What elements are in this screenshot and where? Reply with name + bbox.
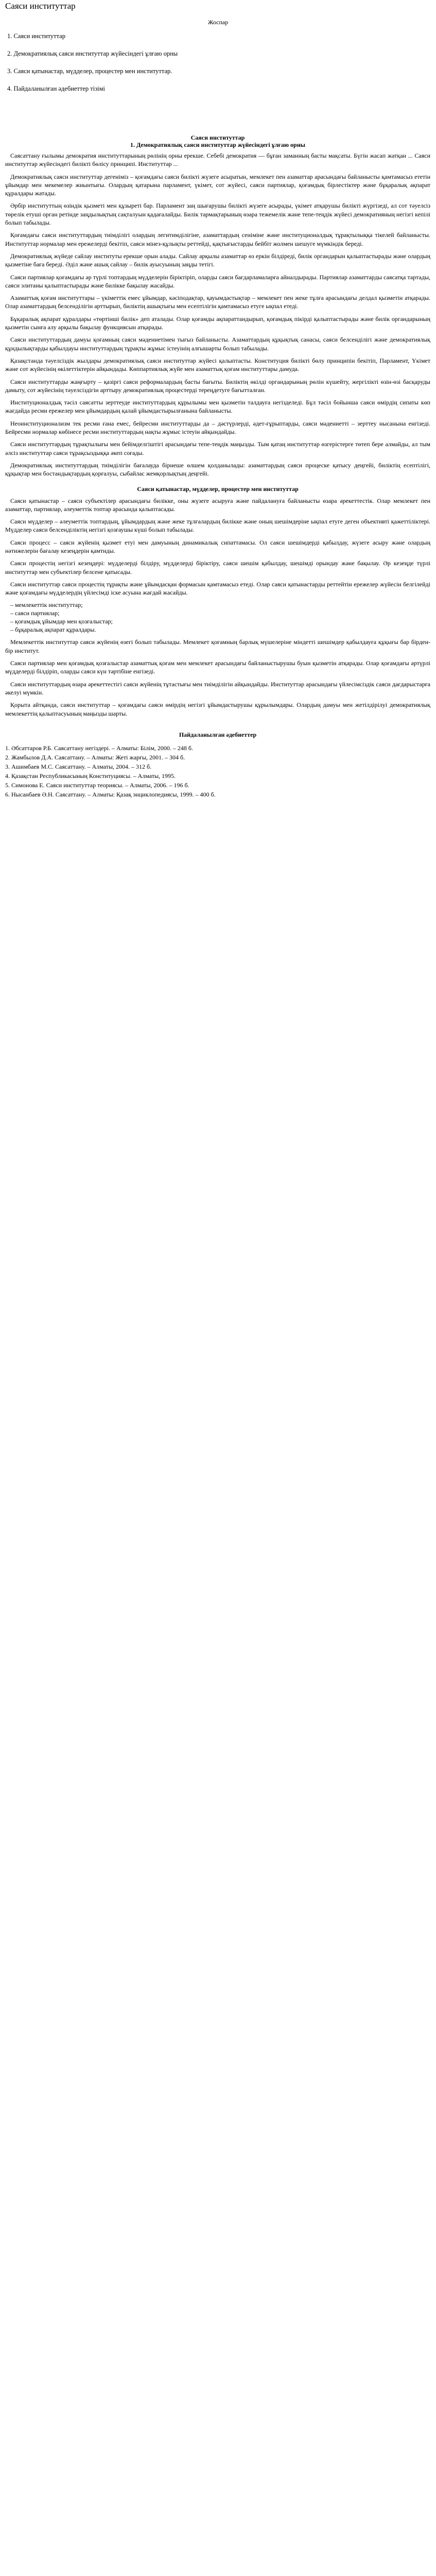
plan-heading: Жоспар	[207, 19, 229, 26]
plan-item: 3. Саяси қатынастар, мүдделер, процестер мен институттар.	[7, 67, 172, 75]
section-2-paragraphs	[5, 497, 430, 597]
paragraph: Демократиялық институттардың тиімділігін бағалауда бірнеше өлшем қолданылады: азаматтардың саяси процеске қатысу деңгейі, биліктің есептілігі, құқықтар мен бостандықтардың қорғалуы, сыбайлас жемқорлықтың деңгейі.	[5, 461, 430, 478]
paragraph: Бұқаралық ақпарат құралдары «төртінші билік» деп аталады. Олар қоғамды ақпараттандырып, қоғамдық пікірді қалыптастырады және билік органдарының қызметін сынға алу арқылы бақылау функциясын атқарады.	[5, 315, 430, 331]
reference-item: 2. Жамбылов Д.А. Саясаттану. – Алматы: Жеті жарғы, 2001. – 304 б.	[5, 753, 185, 761]
paragraph: Қорыта айтқанда, саяси институттар – қоғамдағы саяси өмірдің негізгі ұйымдастырушы құрылымдары. Олардың дамуы мен жетілдірілуі демократиялық мемлекеттің қалыптасуының маңызды шарты.	[5, 701, 430, 717]
paragraph: Әрбір институттың өзіндік қызметі мен құзыреті бар. Парламент заң шығарушы билікті жүзеге асырады, үкімет атқарушы билікті жүргізеді, ал сот тәуелсіз төрелік етуші орган ретінде заңдылықтың сақталуын қадағалайды. Билік тармақтарының өзара тежемелік және тепе-теңдік жүйесі демократияның негізгі кепілі болып табылады.	[5, 202, 430, 227]
paragraph: Саяси процесс – саяси жүйенің қызмет етуі мен дамуының динамикалық сипаттамасы. Ол саяси шешімдерді қабылдау, жүзеге асыру және олардың нәтижелерін бағалау кезеңдерін қамтиды.	[5, 538, 430, 554]
list-item: – қоғамдық ұйымдар мен қозғалыстар;	[10, 618, 113, 625]
paragraph: Қоғамдағы саяси институттардың тиімділігі олардың легитимділігіне, азаматтардың сеніміне және институционалдық тұрақтылыққа тікелей байланысты. Институттар нормалар мен ережелерді бекітіп, саяси мінез-құлықты реттейді, қақтығыстарды бейбіт жолмен шешуге мүмкіндік береді.	[5, 231, 430, 247]
plan-list	[7, 32, 429, 102]
paragraph: Саяси институттардың дамуы қоғамның саяси мәдениетімен тығыз байланысты. Азаматтардың құқықтық санасы, саяси белсенділігі және демократиялық құндылықтарды қабылдауы институттардың тұрақты жұмыс істеуінің алғышарты болып табылады.	[5, 336, 430, 352]
plan-item: 1. Саяси институттар	[7, 32, 66, 40]
paragraph: Саяси институттардың өзара әрекеттестігі саяси жүйенің тұтастығы мен тиімділігін айқындайды. Институттар арасындағы үйлесімсіздік саяси дағдарыстарға әкелуі мүмкін.	[5, 680, 430, 696]
reference-item: 1. Әбсаттаров Р.Б. Саясаттану негіздері. – Алматы: Білім, 2000. – 248 б.	[5, 744, 194, 752]
document-body	[5, 134, 430, 2576]
section-1-paragraphs	[5, 151, 430, 478]
reference-item: 4. Қазақстан Республикасының Конституциясы. – Алматы, 1995.	[5, 772, 176, 779]
section-heading: Саяси институттар	[190, 134, 245, 141]
paragraph: Саясаттану ғылымы демократия институттарының рөлінің орны ерекше. Себебі демократия — бұған заманның басты мақсаты. Бүгін жасап жатқан ... Саяси институттар жүйесіндегі билікті бөлісу принципі. Институттар ...	[5, 152, 430, 168]
paragraph: Саяси партиялар мен қоғамдық қозғалыстар азаматтық қоғам мен мемлекет арасындағы байланыстырушы буын қызметін атқарады. Олар қоғамдағы әртүрлі мүдделерді білдіріп, оларды саяси күн тәртібіне енгізеді.	[5, 659, 430, 675]
references-heading: Пайдаланылған әдебиеттер	[179, 731, 257, 738]
reference-item: 6. Нысанбаев Ә.Н. Саясаттану. – Алматы: Қазақ энциклопедиясы, 1999. – 400 б.	[5, 790, 216, 798]
paragraph: Саяси партиялар қоғамдағы әр түрлі топтардың мүдделерін біріктіріп, оларды саяси бағдарламаларға айналдырады. Партиялар азаматтарды саясатқа тартады, саяси элитаны қалыптастырады және билікке бақылау жасайды.	[5, 273, 430, 289]
section-subheading: 1. Демократиялық саяси институттар жүйесіндегі ұлғаю орны	[130, 141, 305, 148]
paragraph: Саяси институттар саяси процестің тұрақты және ұйымдасқан формасын қамтамасыз етеді. Олар саяси қатынастарды реттейтін ережелер жүйесін белгілейді және қоғамдағы мүдделердің үйлесімді іске асуына жағдай жасайды.	[5, 580, 430, 597]
list-item: – саяси партиялар;	[10, 609, 60, 617]
paragraph: Қазақстанда тәуелсіздік жылдары демократиялық саяси институттар жүйесі қалыптасты. Конституция билікті бөлу принципін бекітіп, Парламент, Үкімет және сот жүйесінің өкілеттіктерін айқындады. Көппартиялық жүйе мен азаматтық қоғам институттары дамуда.	[5, 357, 430, 373]
section-heading: Саяси қатынастар, мүдделер, процестер мен институттар	[137, 485, 299, 493]
section-2-paragraphs-after	[5, 638, 430, 717]
plan-item: 4. Пайдаланылған әдебиеттер тізімі	[7, 85, 106, 92]
institution-list	[10, 601, 430, 634]
paragraph: Азаматтық қоғам институттары – үкіметтік емес ұйымдар, кәсіподақтар, қауымдастықтар – мемлекет пен жеке тұлға арасындағы делдал қызметін атқарады. Олар азаматтардың белсенділігін арттырып, биліктің ашықтығы мен есептілігін қамтамасыз етуге ықпал етеді.	[5, 294, 430, 310]
list-item: – мемлекеттік институттар;	[10, 601, 83, 609]
paragraph: Мемлекеттік институттар саяси жүйенің өзегі болып табылады. Мемлекет қоғамның барлық мүшелеріне міндетті шешімдер қабылдауға құқығы бар бірден-бір институт.	[5, 638, 430, 654]
paragraph: Саяси мүдделер – әлеуметтік топтардың, ұйымдардың және жеке тұлғалардың билікке және оның шешімдеріне ықпал етуге деген объективті қажеттіліктері. Мүдделер саяси белсенділіктің негізгі қозғаушы күші болып табылады.	[5, 518, 430, 534]
paragraph: Институционалдық тәсіл саясатты зерттеуде институттардың құрылымы мен қызметін талдауға негізделеді. Бұл тәсіл бойынша саяси өмірдің сипаты көп жағдайда ресми ережелер мен ұйымдардың қалай ұйымдастырылғанына байланысты.	[5, 399, 430, 415]
references-list	[5, 744, 430, 799]
paragraph: Демократиялық саяси институттар дегеніміз – қоғамдағы саяси билікті жүзеге асыратын, мемлекет пен азаматтар арасындағы байланысты қамтамасыз ететін ұйымдар мен мекемелер жиынтығы. Олардың қатарына парламент, үкімет, сот жүйесі, саяси партиялар, қоғамдық бірлестіктер және бұқаралық ақпарат құралдары жатады.	[5, 173, 430, 197]
paragraph: Демократиялық жүйеде сайлау институты ерекше орын алады. Сайлау арқылы азаматтар өз еркін білдіреді, билік органдарын қалыптастырады және олардың қызметіне баға береді. Әділ және ашық сайлау – билік ауысуының заңды тетігі.	[5, 252, 430, 268]
reference-item: 5. Симонова Е. Саяси институттар теориясы. – Алматы, 2006. – 196 б.	[5, 781, 189, 789]
paragraph: Саяси институттардың тұрақтылығы мен бейімделгіштігі арасындағы тепе-теңдік маңызды. Тым қатаң институттар өзгерістерге төтеп бере алмайды, ал тым әлсіз институттар саяси тұрақсыздыққа әкеп соғады.	[5, 440, 430, 456]
paragraph: Саяси қатынастар – саяси субъектілер арасындағы билікке, оны жүзеге асыруға және пайдалануға байланысты өзара әрекеттестік. Олар мемлекет пен азаматтар, партиялар, әлеуметтік топтар арасында қалыптасады.	[5, 497, 430, 513]
paragraph: Саяси институттарды жаңғырту – қазіргі саяси реформалардың басты бағыты. Биліктің өкілді органдарының рөлін күшейту, жергілікті өзін-өзі басқаруды дамыту, сот жүйесінің тәуелсіздігін арттыру демократиялық процестерді тереңдетуге бағытталған.	[5, 378, 430, 394]
document-title: Саяси институттар	[5, 1, 76, 11]
paragraph: Неоинституционализм тек ресми ғана емес, бейресми институттарды да – дәстүрлерді, әдет-ғұрыптарды, саяси мәдениетті – зерттеу нысанына енгізеді. Бейресми нормалар көбінесе ресми институттардың нақты жұмыс істеуін айқындайды.	[5, 419, 430, 436]
paragraph: Саяси процестің негізгі кезеңдері: мүдделерді білдіру, мүдделерді біріктіру, саяси шешім қабылдау, шешімді орындау және бақылау. Әр кезеңде түрлі институттар мен субъектілер белсене қатысады.	[5, 560, 430, 575]
reference-item: 3. Ашимбаев М.С. Саясаттану. – Алматы, 2004. – 312 б.	[5, 762, 152, 770]
plan-item: 2. Демократиялық саяси институттар жүйесіндегі ұлғаю орны	[7, 50, 178, 57]
list-item: – бұқаралық ақпарат құралдары.	[10, 626, 96, 634]
